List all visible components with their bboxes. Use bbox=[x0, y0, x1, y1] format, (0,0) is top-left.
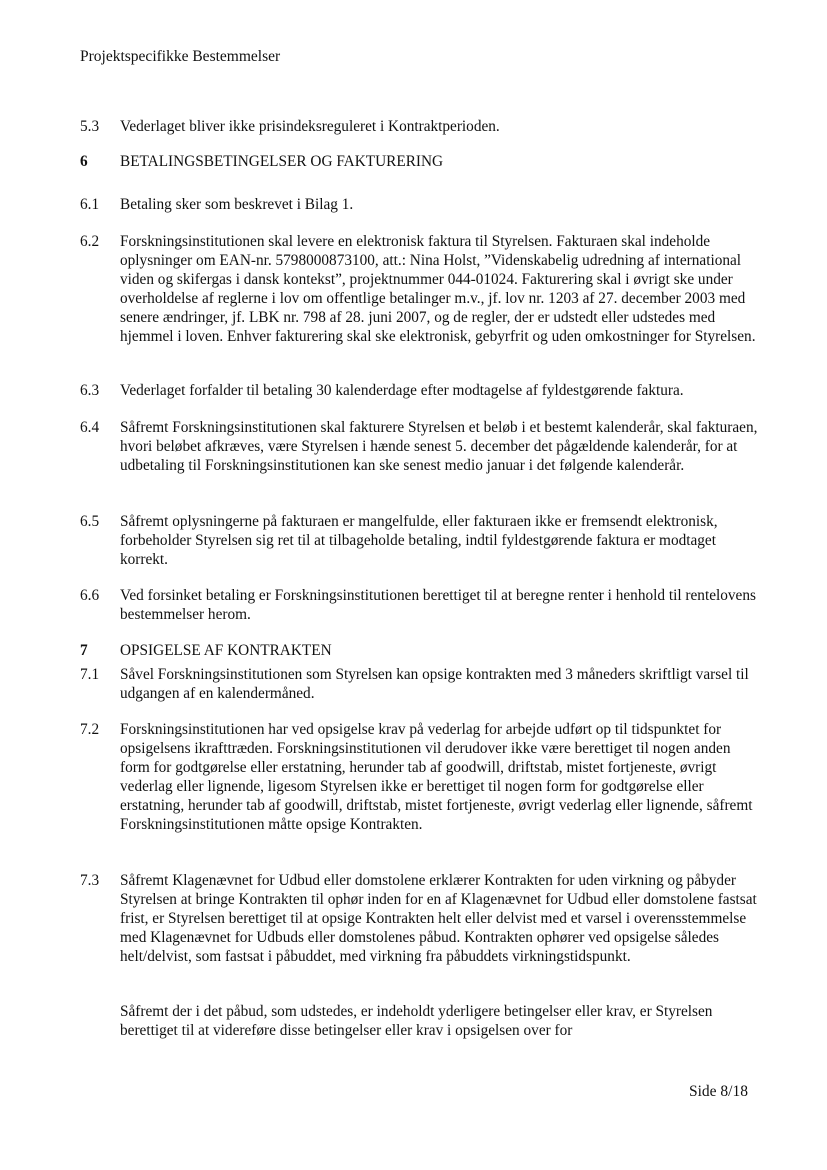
clause-text: Betaling sker som beskrevet i Bilag 1. bbox=[120, 196, 354, 213]
clause-6-5 bbox=[80, 512, 760, 569]
clause-text: Forskningsinstitutionen har ved opsigelse krav på vederlag for arbejde udført op til tidspunktet for opsigelsens ikrafttræden. Forskningsinstitutionen vil derudover ikke være berettiget til nogen anden form for godtgørelse eller erstatning, herunder tab af goodwill, driftstab, mistet fortjeneste, øvrigt vederlag eller lignende, ligesom Styrelsen ikke er berettiget til nogen form for godtgørelse eller erstatning, herunder tab af goodwill, driftstab, mistet fortjeneste, øvrigt vederlag eller lignende, såfremt Forskningsinstitutionen måtte opsige Kontrakten. bbox=[120, 721, 753, 833]
page-number: Side 8/18 bbox=[689, 1083, 748, 1100]
section-number: 7 bbox=[80, 642, 88, 659]
clause-6-6 bbox=[80, 586, 760, 624]
section-number: 6 bbox=[80, 153, 88, 170]
clause-text: Såfremt Forskningsinstitutionen skal fakturere Styrelsen et beløb i et bestemt kalenderår, skal fakturaen, hvori beløbet afkræves, være Styrelsen i hænde senest 5. december det pågældende kalenderår, for at udbetaling til Forskningsinstitutionen kan ske senest medio januar i det følgende kalenderår. bbox=[120, 419, 758, 474]
clause-number: 6.3 bbox=[80, 382, 100, 399]
clause-text: Såvel Forskningsinstitutionen som Styrelsen kan opsige kontrakten med 3 måneders skriftligt varsel til udgangen af en kalendermåned. bbox=[120, 666, 749, 702]
section-7-heading bbox=[80, 641, 760, 660]
clause-number: 5.3 bbox=[80, 118, 100, 135]
clause-number: 7.1 bbox=[80, 666, 100, 683]
section-6-heading bbox=[80, 152, 760, 171]
clause-text: Forskningsinstitutionen skal levere en elektronisk faktura til Styrelsen. Fakturaen skal indeholde oplysninger om EAN-nr. 5798000873100, att.: Nina Holst, ”Videnskabelig udredning af international viden og skifergas i dansk kontekst”, projektnummer 044-01024. Fakturering skal i øvrigt ske under overholdelse af reglerne i lov om offentlige betalinger m.v., jf. lov nr. 1203 af 27. december 2003 med senere ændringer, jf. LBK nr. 798 af 28. juni 2007, og de regler, der er udstedt eller udstedes med hjemmel i loven. Enhver fakturering skal ske elektronisk, gebyrfrit og uden omkostninger for Styrelsen. bbox=[120, 233, 756, 345]
clause-5-3 bbox=[80, 117, 760, 136]
clause-number: 6.4 bbox=[80, 419, 100, 436]
clause-text: Vederlaget forfalder til betaling 30 kalenderdage efter modtagelse af fyldestgørende faktura. bbox=[120, 382, 684, 399]
clause-number: 6.6 bbox=[80, 587, 100, 604]
clause-text: Såfremt Klagenævnet for Udbud eller domstolene erklærer Kontrakten for uden virkning og påbyder Styrelsen at bringe Kontrakten til ophør inden for en af Klagenævnet for Udbud eller domstolene fastsat frist, er Styrelsen berettiget til at opsige Kontrakten helt eller delvist med et varsel i overensstemmelse med Klagenævnet for Udbuds eller domstolenes påbud. Kontrakten ophører ved opsigelse således helt/delvist, som fastsat i påbuddet, med virkning fra påbuddets virkningstidspunkt. bbox=[120, 872, 757, 965]
clause-number: 6.1 bbox=[80, 196, 100, 213]
clause-6-4 bbox=[80, 418, 760, 475]
clause-text: Vederlaget bliver ikke prisindeksreguleret i Kontraktperioden. bbox=[120, 118, 500, 135]
clause-6-3 bbox=[80, 381, 760, 400]
clause-number: 7.2 bbox=[80, 721, 100, 738]
clause-number: 6.2 bbox=[80, 233, 100, 250]
clause-7-1 bbox=[80, 665, 760, 703]
clause-number: 6.5 bbox=[80, 513, 100, 530]
section-title: BETALINGSBETINGELSER OG FAKTURERING bbox=[120, 153, 444, 170]
section-title: OPSIGELSE AF KONTRAKTEN bbox=[120, 642, 332, 659]
clause-7-3 bbox=[80, 871, 760, 966]
paragraph-text: Såfremt der i det påbud, som udstedes, er indeholdt yderligere betingelser eller krav, er Styrelsen berettiget til at videreføre disse betingelser eller krav i opsigelsen over for bbox=[120, 1003, 713, 1039]
clause-7-2 bbox=[80, 720, 760, 834]
clause-6-1 bbox=[80, 195, 760, 214]
clause-text: Ved forsinket betaling er Forskningsinstitutionen berettiget til at beregne renter i henhold til rentelovens bestemmelser herom. bbox=[120, 587, 756, 623]
clause-text: Såfremt oplysningerne på fakturaen er mangelfulde, eller fakturaen ikke er fremsendt elektronisk, forbeholder Styrelsen sig ret til at tilbageholde betaling, indtil fyldestgørende faktura er modtaget korrekt. bbox=[120, 513, 718, 568]
page-header: Projektspecifikke Bestemmelser bbox=[80, 48, 281, 65]
clause-number: 7.3 bbox=[80, 872, 100, 889]
continuation-paragraph bbox=[80, 1002, 760, 1040]
clause-6-2 bbox=[80, 232, 760, 346]
